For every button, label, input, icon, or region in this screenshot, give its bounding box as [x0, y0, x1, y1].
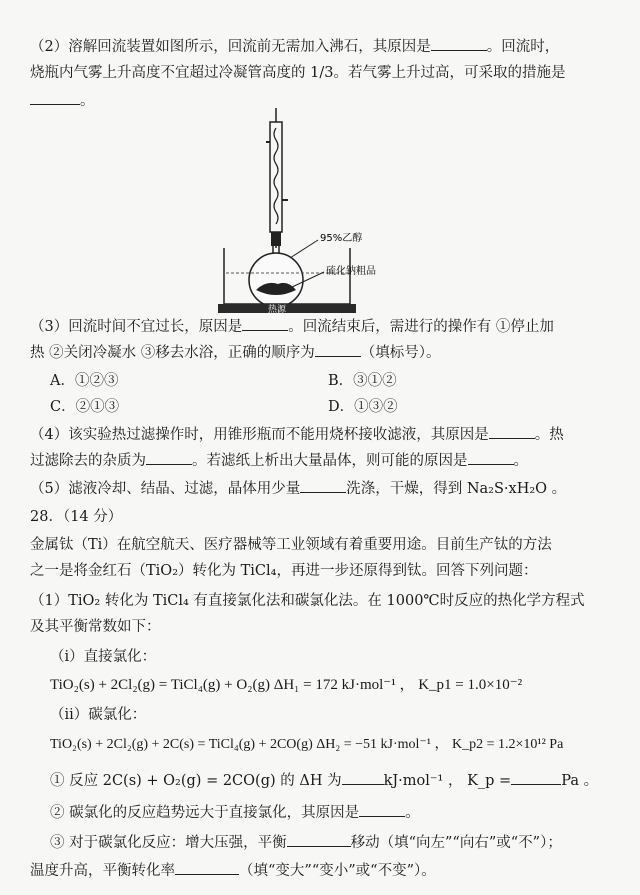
answer-blank[interactable]: [468, 452, 514, 465]
answer-blank[interactable]: [359, 804, 405, 817]
equation-direct-chlorination: TiO₂(s) + 2Cl₂(g) = TiCl₄(g) + O₂(g) ΔH₁ = 172 kJ·mol⁻¹ ， K_p1 = 1.0×10⁻²: [50, 677, 523, 693]
q2-text-1b: 。回流时，: [486, 39, 560, 55]
subq3-text-b: 移动（填“向左”“向右”或“不”）；: [350, 835, 562, 851]
q28-intro-2: 之一是将金红石（TiO₂）转化为 TiCl₄，再进一步还原得到钛。回答下列问题：: [30, 563, 538, 579]
q3-text-1b: 。回流结束后，需进行的操作有 ①停止加: [288, 319, 554, 335]
subq3-text-a: ③ 对于碳氯化反应：增大压强，平衡: [50, 835, 287, 851]
flask-stopper: [271, 232, 281, 246]
q28-header: 28．（14 分）: [30, 509, 123, 525]
subq3-text-d: （填“变大”“变小”或“不变”）。: [239, 863, 436, 879]
q5-text-1b: 洗涤，干燥，得到 Na₂S·xH₂O 。: [346, 481, 567, 497]
reflux-apparatus-figure: [200, 108, 440, 313]
q28-direct-label: （i）直接氯化：: [50, 649, 157, 665]
answer-blank[interactable]: [342, 772, 384, 785]
q2-text-3-end: 。: [80, 93, 95, 109]
q4-line-1: [30, 426, 564, 444]
q3-option-b[interactable]: B．③①②: [328, 373, 397, 389]
q3-text-2b: （填标号）。: [360, 345, 441, 361]
answer-blank[interactable]: [431, 38, 487, 51]
q3-text-1a: （3）回流时间不宜过长，原因是: [30, 319, 243, 335]
subq1-text-c: Pa 。: [561, 773, 599, 789]
heater-block: [218, 304, 356, 313]
q5-line-1: [30, 480, 566, 498]
subq1-text-a: ① 反应 2C(s) + O₂(g) = 2CO(g) 的 ΔH 为: [50, 773, 342, 789]
round-bottom-flask: [249, 253, 303, 307]
q28-part1-a: （1）TiO₂ 转化为 TiCl₄ 有直接氯化法和碳氯化法。在 1000℃时反应的热化学方程式: [30, 593, 585, 609]
subq3-text-c: 温度升高，平衡转化率: [30, 863, 175, 879]
answer-blank[interactable]: [287, 834, 351, 847]
heater-label: 热源: [267, 305, 287, 313]
answer-blank[interactable]: [175, 862, 239, 875]
subq2-text-a: ② 碳氯化的反应趋势远大于直接氯化，其原因是: [50, 805, 360, 821]
q28-carbon-label: （ii）碳氯化：: [50, 707, 147, 723]
answer-blank[interactable]: [511, 772, 561, 785]
subq1-text-b: kJ·mol⁻¹ ， K_p =: [383, 773, 512, 789]
q28-subq-2: [50, 804, 420, 822]
q4-text-1a: （4）该实验热过滤操作时，用锥形瓶而不能用烧杯接收滤液，其原因是: [30, 427, 489, 443]
answer-blank[interactable]: [242, 318, 288, 331]
q2-line-3: [30, 92, 95, 110]
q28-subq-3-cont: [30, 862, 436, 880]
answer-blank[interactable]: [30, 92, 80, 105]
label-crude: 硫化钠粗品: [326, 266, 376, 277]
q3-line-1: [30, 318, 554, 336]
answer-blank[interactable]: [146, 452, 192, 465]
leader-line-ethanol: [290, 240, 318, 258]
subq2-text-b: 。: [405, 805, 420, 821]
q3-option-a[interactable]: A．①②③: [50, 373, 119, 389]
q28-part1-b: 及其平衡常数如下：: [30, 619, 161, 635]
q4-text-2b: 。若滤纸上析出大量晶体，则可能的原因是: [192, 453, 468, 469]
q3-text-2a: 热 ②关闭冷凝水 ③移去水浴，正确的顺序为: [30, 345, 315, 361]
q3-option-c[interactable]: C．②①③: [50, 399, 120, 415]
label-ethanol: 95%乙醇: [320, 233, 363, 244]
q4-text-2a: 过滤除去的杂质为: [30, 453, 146, 469]
condenser-coil: [274, 128, 278, 224]
equation-carbochlorination: TiO₂(s) + 2Cl₂(g) + 2C(s) = TiCl₄(g) + 2CO(g) ΔH₂ = −51 kJ·mol⁻¹ ， K_p2 = 1.2×10¹² Pa: [50, 737, 564, 752]
q28-subq-3: [50, 834, 562, 852]
q4-line-2: [30, 452, 528, 470]
q2-line-2: 烧瓶内气雾上升高度不宜超过冷凝管高度的 1/3。若气雾上升过高，可采取的措施是: [30, 65, 566, 81]
q28-intro-1: 金属钛（Ti）在航空航天、医疗器械等工业领域有着重要用途。目前生产钛的方法: [30, 537, 552, 553]
answer-blank[interactable]: [300, 480, 346, 493]
q2-line-1: [30, 38, 559, 56]
q3-line-2: [30, 344, 440, 362]
q4-text-1b: 。热: [534, 427, 564, 443]
q5-text-1a: （5）滤液冷却、结晶、过滤，晶体用少量: [30, 481, 301, 497]
q2-text-1a: （2）溶解回流装置如图所示，回流前无需加入沸石，其原因是: [30, 39, 431, 55]
answer-blank[interactable]: [489, 426, 535, 439]
q28-subq-1: [50, 772, 598, 790]
answer-blank[interactable]: [315, 344, 361, 357]
q4-text-2c: 。: [513, 453, 528, 469]
q3-option-d[interactable]: D．①③②: [328, 399, 398, 415]
